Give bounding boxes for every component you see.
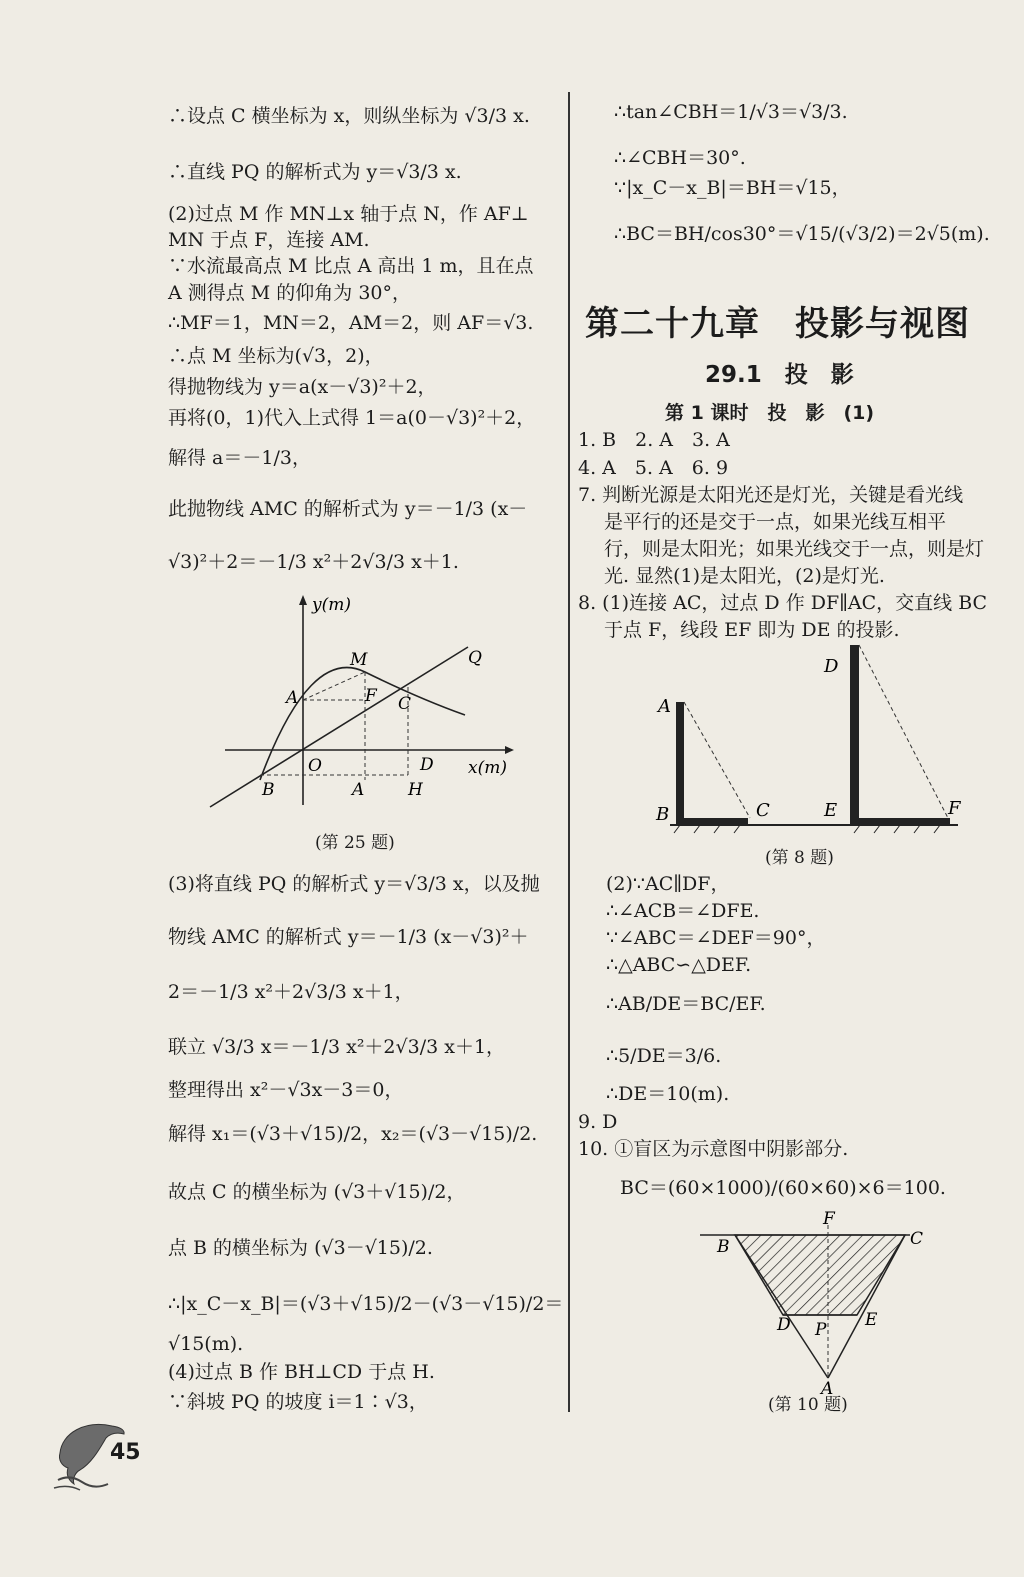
chapter-title: 第二十九章 投影与视图 [585,304,970,344]
figure-10-diagram [695,1210,935,1395]
proof-line: ∴△ABC∽△DEF. [606,954,752,976]
y-axis-label: y(m) [312,595,351,615]
label-A: A [658,696,671,717]
label-E: E [865,1310,878,1330]
text-line: ∴∠CBH＝30°. [614,147,746,169]
proof-line: (2)∵AC∥DF， [606,873,730,895]
figure-8-diagram [640,640,970,835]
text-line: ∵水流最高点 M 比点 A 高出 1 m，且在点 [168,255,534,277]
figure-8-caption: (第 8 题) [765,848,834,868]
label-H: H [408,780,423,800]
proof-line: 9. D [578,1111,618,1133]
text-line: 整理得出 x²－√3x－3＝0， [168,1079,404,1101]
text-line: (4)过点 B 作 BH⊥CD 于点 H. [168,1361,435,1383]
text-line: 解得 x₁＝(√3＋√15)/2，x₂＝(√3－√15)/2. [168,1123,538,1145]
answer-line: 光. 显然(1)是太阳光，(2)是灯光. [604,565,885,587]
label-D: D [824,656,839,677]
label-Q: Q [468,648,482,668]
x-axis-label: x(m) [468,758,507,778]
label-P: P [815,1320,827,1340]
label-M: M [350,650,368,670]
text-line: 点 B 的横坐标为 (√3－√15)/2. [168,1237,433,1259]
text-line: ∴点 M 坐标为(√3，2)， [168,345,384,367]
page-number: 45 [110,1440,141,1465]
text-line: (3)将直线 PQ 的解析式 y＝√3/3 x，以及抛 [168,873,540,895]
label-F: F [823,1210,835,1229]
label-A: A [821,1379,834,1395]
text-line: 故点 C 的横坐标为 (√3＋√15)/2， [168,1181,466,1203]
text-line: ∴设点 C 横坐标为 x，则纵坐标为 √3/3 x. [168,105,530,127]
figure-25-caption: (第 25 题) [315,833,395,853]
section-title: 29.1 投 影 [705,362,854,388]
label-A-axis: A [352,780,365,800]
proof-line: ∴AB/DE＝BC/EF. [606,993,766,1015]
text-line: 联立 √3/3 x＝－1/3 x²＋2√3/3 x＋1， [168,1036,506,1058]
label-O: O [308,756,322,776]
label-F: F [948,798,961,819]
text-line: (2)过点 M 作 MN⊥x 轴于点 N，作 AF⊥ [168,203,529,225]
answer-line: 7. 判断光源是太阳光还是灯光，关键是看光线 [578,484,964,506]
answer-line: 8. (1)连接 AC，过点 D 作 DF∥AC，交直线 BC [578,592,988,614]
answer-line: 行，则是太阳光；如果光线交于一点，则是灯 [604,538,985,560]
proof-line: ∴DE＝10(m). [606,1083,730,1105]
proof-line: 10. ①盲区为示意图中阴影部分. [578,1138,849,1160]
answer-line: 1. B 2. A 3. A [578,429,730,451]
text-line: ∴tan∠CBH＝1/√3＝√3/3. [614,101,848,123]
proof-line: BC＝(60×1000)/(60×60)×6＝100. [620,1177,946,1199]
text-line: ∵斜坡 PQ 的坡度 i＝1∶√3， [168,1391,428,1413]
answer-line: 是平行的还是交于一点，如果光线互相平 [604,511,947,533]
label-B: B [717,1237,730,1257]
text-line: 物线 AMC 的解析式 y＝－1/3 (x－√3)²＋ [168,926,529,948]
proof-line: ∴5/DE＝3/6. [606,1045,722,1067]
proof-line: ∴∠ACB＝∠DFE. [606,900,760,922]
label-C: C [910,1229,924,1249]
proof-line: ∵∠ABC＝∠DEF＝90°， [606,927,826,949]
column-divider [568,92,570,1412]
label-F: F [365,686,377,706]
text-line: ∴MF＝1，MN＝2，AM＝2，则 AF＝√3. [168,312,534,334]
text-line: 解得 a＝－1/3， [168,447,311,469]
text-line: √15(m). [168,1333,244,1355]
text-line: 再将(0，1)代入上式得 1＝a(0－√3)²＋2， [168,407,536,429]
text-line: 得抛物线为 y＝a(x－√3)²＋2， [168,376,437,398]
text-line: MN 于点 F，连接 AM. [168,229,370,251]
text-line: 此抛物线 AMC 的解析式为 y＝－1/3 (x－ [168,498,528,520]
text-line: ∵|x_C－x_B|＝BH＝√15， [614,177,851,199]
figure-25-graph [200,585,530,815]
figure-10-caption: (第 10 题) [768,1395,848,1415]
label-E: E [824,800,838,821]
label-C: C [756,800,770,821]
label-D: D [777,1315,791,1335]
text-line: A 测得点 M 的仰角为 30°， [168,282,412,304]
text-line: ∴BC＝BH/cos30°＝√15/(√3/2)＝2√5(m). [614,223,990,245]
label-B: B [656,804,670,825]
text-line: 2＝－1/3 x²＋2√3/3 x＋1， [168,981,414,1003]
text-line: ∴|x_C－x_B|＝(√3＋√15)/2－(√3－√15)/2＝ [168,1293,564,1315]
label-B: B [262,780,275,800]
answer-line: 4. A 5. A 6. 9 [578,457,729,479]
answer-line: 于点 F，线段 EF 即为 DE 的投影. [604,619,900,641]
text-line: √3)²＋2＝－1/3 x²＋2√3/3 x＋1. [168,551,459,573]
label-D: D [420,755,434,775]
label-C: C [398,694,412,714]
lesson-title: 第 1 课时 投 影 (1) [665,402,875,424]
label-A: A [286,688,299,708]
text-line: ∴直线 PQ 的解析式为 y＝√3/3 x. [168,161,462,183]
